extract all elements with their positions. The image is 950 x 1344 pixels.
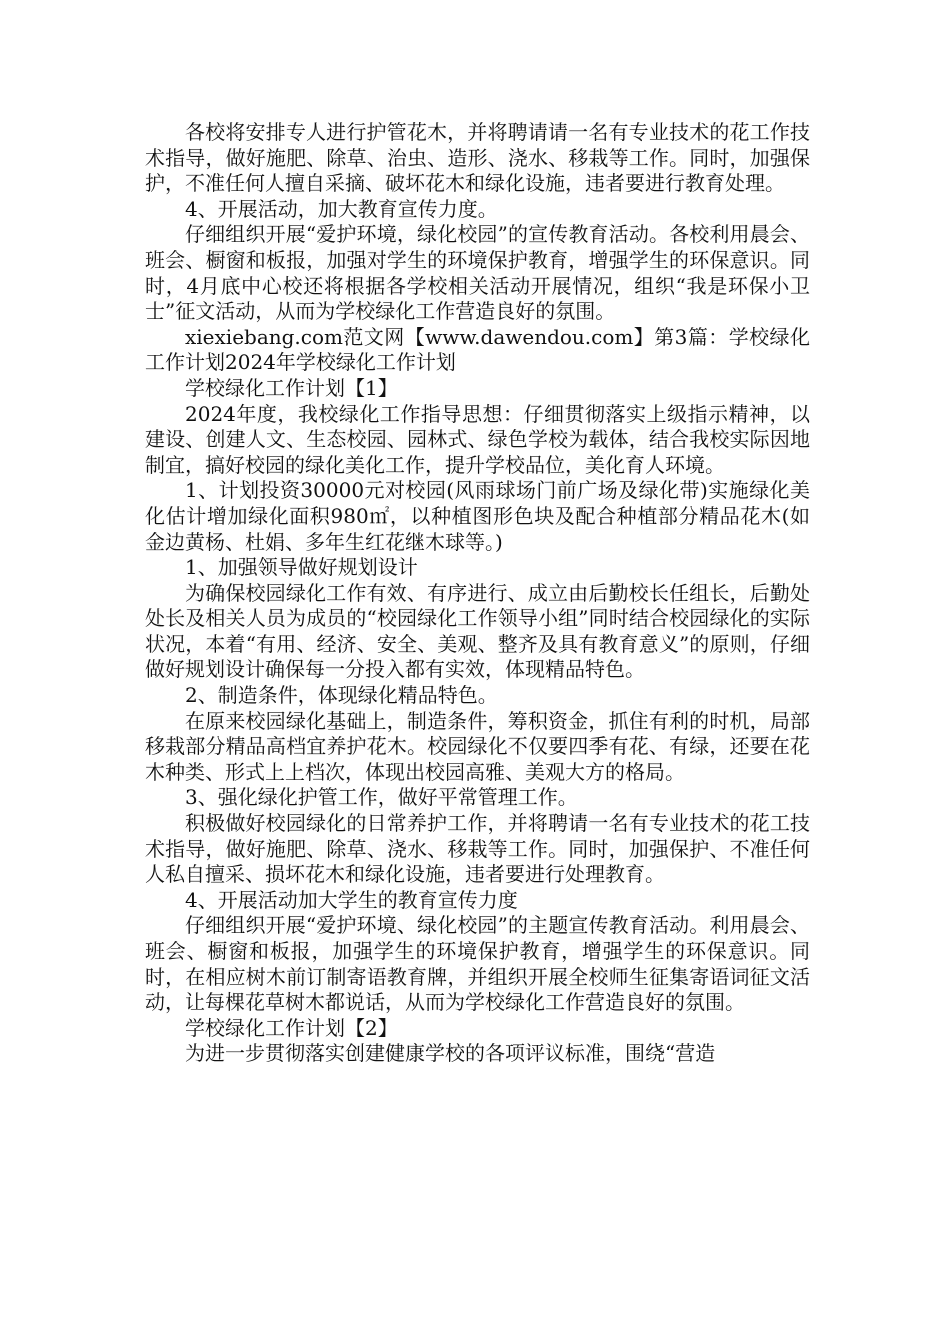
paragraph-health-school: 为进一步贯彻落实创建健康学校的各项评议标准，围绕“营造 xyxy=(185,1041,716,1066)
paragraph-maintenance: 各校将安排专人进行护管花木，并将聘请请一名有专业技术的花工作技术指导，做好施肥、除草、治虫、造形、浇水、移栽等工作。同时，加强保护，不准任何人擅自采摘、破坏花木和绿化设施，违者要进行教育处理。 xyxy=(145,120,810,196)
paragraph-activities: 仔细组织开展“爱护环境，绿化校园”的宣传教育活动。各校利用晨会、班会、橱窗和板报，加强对学生的环境保护教育，增强学生的环保意识。同时，4月底中心校还将根据各学校相关活动开展情况，组织“我是环保小卫士”征文活动，从而为学校绿化工作营造良好的氛围。 xyxy=(145,222,810,324)
paragraph-care: 积极做好校园绿化的日常养护工作，并将聘请一名有专业技术的花工技术指导，做好施肥、除草、浇水、移栽等工作。同时，加强保护、不准任何人私自擅采、损坏花木和绿化设施，违者要进行处理教育。 xyxy=(145,811,810,887)
paragraph-leadership: 为确保校园绿化工作有效、有序进行、成立由后勤校长任组长，后勤处处长及相关人员为成员的“校园绿化工作领导小组”同时结合校园绿化的实际状况，本着“有用、经济、安全、美观、整齐及具有教育意义”的原则，仔细做好规划设计确保每一分投入都有实效，体现精品特色。 xyxy=(145,580,810,682)
paragraph-education: 仔细组织开展“爱护环境、绿化校园”的主题宣传教育活动。利用晨会、班会、橱窗和板报，加强学生的环境保护教育，增强学生的环保意识。同时，在相应树木前订制寄语教育牌，并组织开展全校师生征集寄语词征文活动，让每棵花草树木都说话，从而为学校绿化工作营造良好的氛围。 xyxy=(145,913,810,1015)
paragraph-source-title: xiexiebang.com范文网【www.dawendou.com】第3篇：学校绿化工作计划2024年学校绿化工作计划 xyxy=(145,324,810,375)
plan-heading-2: 学校绿化工作计划【2】 xyxy=(185,1015,398,1040)
section-heading-care: 3、强化绿化护管工作，做好平常管理工作。 xyxy=(185,785,578,810)
section-heading-leadership: 1、加强领导做好规划设计 xyxy=(185,555,418,580)
paragraph-investment: 1、计划投资30000元对校园(风雨球场门前广场及绿化带)实施绿化美化估计增加绿化面积980㎡，以种植图形色块及配合种植部分精品花木(如金边黄杨、杜娟、多年生红花继木球等。) xyxy=(145,478,810,554)
plan-heading-1: 学校绿化工作计划【1】 xyxy=(185,375,398,400)
section-heading-conditions: 2、制造条件，体现绿化精品特色。 xyxy=(185,683,498,708)
section-heading-activities: 4、开展活动，加大教育宣传力度。 xyxy=(185,196,498,221)
section-heading-education: 4、开展活动加大学生的教育宣传力度 xyxy=(185,887,518,912)
paragraph-guiding-ideas: 2024年度，我校绿化工作指导思想：仔细贯彻落实上级指示精神，以建设、创建人文、生态校园、园林式、绿色学校为载体，结合我校实际因地制宜，搞好校园的绿化美化工作，提升学校品位，美化育人环境。 xyxy=(145,401,810,477)
paragraph-conditions: 在原来校园绿化基础上，制造条件，筹积资金，抓住有利的时机，局部移栽部分精品高档宜养护花木。校园绿化不仅要四季有花、有绿，还要在花木种类、形式上上档次，体现出校园高雅、美观大方的格局。 xyxy=(145,708,810,784)
document-page xyxy=(145,120,810,1067)
